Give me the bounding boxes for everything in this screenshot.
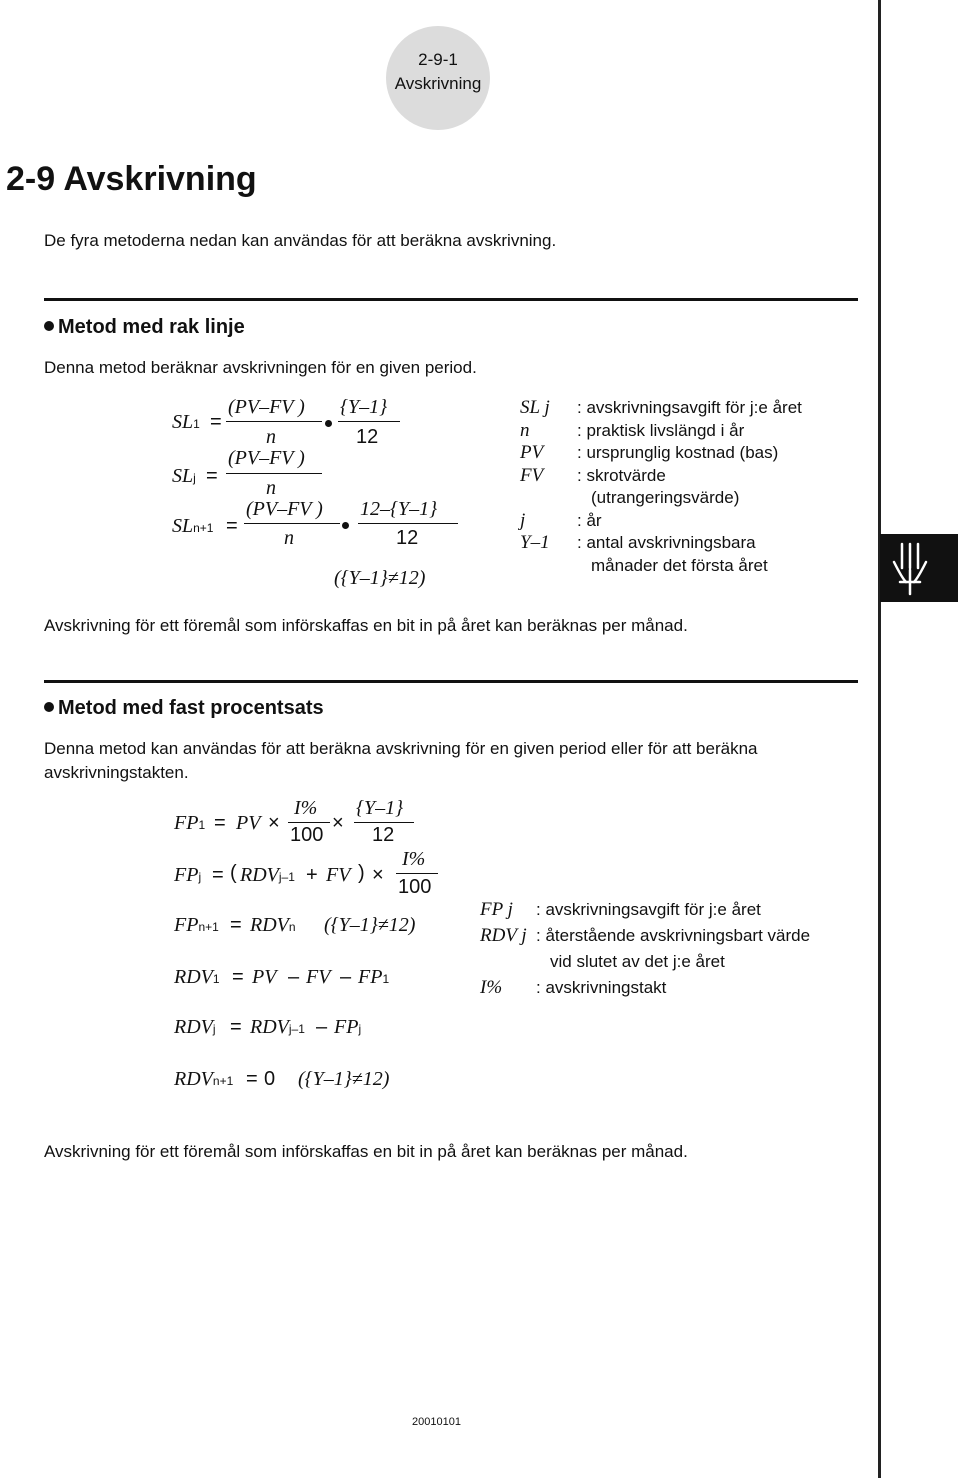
page-badge (386, 26, 490, 130)
equals-sign: = (226, 515, 238, 537)
fraction-bar (354, 822, 414, 823)
multiply-dot (342, 522, 349, 529)
formula-term: PV (236, 812, 261, 834)
definition-text: (utrangeringsvärde) (591, 488, 740, 507)
fraction-bar (226, 473, 322, 474)
formula-numerator: I% (294, 797, 318, 819)
equals-sign: = (214, 812, 226, 834)
intro-text: De fyra metoderna nedan kan användas för att beräkna avskrivning. (44, 231, 557, 250)
definition-text: vid slutet av det j:e året (550, 952, 725, 971)
formula-term: FPj (334, 1016, 362, 1038)
formula-denominator: n (284, 527, 294, 549)
formula-term: 0 (264, 1068, 276, 1090)
definition-text: månader det första året (591, 555, 768, 575)
fraction-bar (338, 421, 400, 422)
formula-symbol: FPn+1 (174, 914, 219, 936)
section-description: Denna metod beräknar avskrivningen för en given period. (44, 358, 477, 377)
definition-text: : praktisk livslängd i år (577, 420, 745, 440)
formula-term: FV (326, 864, 351, 886)
definition-symbol: PV (520, 442, 544, 463)
formula-condition: ({Y–1}≠12) (298, 1068, 390, 1090)
formula-term: FP1 (358, 966, 390, 988)
fraction-bar (288, 822, 330, 823)
equals-sign: = (230, 914, 242, 936)
formula-symbol: RDV1 (174, 966, 220, 988)
fraction-bar (244, 523, 340, 524)
formula-term: PV (252, 966, 277, 988)
definition-text: : antal avskrivningsbara (577, 533, 756, 552)
page-title: Avskrivning (394, 74, 482, 93)
formula-numerator: {Y–1} (356, 797, 404, 819)
definition-text: : avskrivningsavgift för j:e året (536, 900, 761, 919)
definition-text: : skrotvärde (577, 465, 666, 485)
definition-symbol: Y–1 (520, 532, 550, 553)
bullet-icon (44, 321, 54, 331)
section-description: Denna metod kan användas för att beräkna avskrivning för en given period eller för att beräkna avskrivningstakten. (44, 739, 758, 782)
definition-symbol: FV (520, 464, 544, 486)
section-divider (44, 680, 858, 683)
right-margin-rule (878, 0, 881, 1478)
formula-numerator: (PV–FV ) (228, 396, 305, 418)
equals-sign: = (212, 864, 224, 886)
formula-condition: ({Y–1}≠12) (324, 914, 416, 936)
formula-term: RDVj–1 (250, 1016, 305, 1038)
definition-symbol: I% (480, 977, 503, 998)
chapter-tab-marker (880, 534, 958, 602)
footer-code: 20010101 (412, 1416, 461, 1428)
formula-numerator: I% (402, 848, 426, 870)
formula-numerator: 12–{Y–1} (360, 498, 438, 520)
paren: ) (358, 862, 365, 884)
definition-text: : återstående avskrivningsbart värde (536, 926, 811, 945)
financial-calc-icon (880, 534, 958, 602)
formula-denominator: 12 (396, 527, 419, 549)
definition-symbol: RDV j (480, 925, 527, 946)
paren: ( (230, 862, 237, 884)
definition-symbol: j (520, 509, 526, 531)
formula-denominator: n (266, 426, 276, 448)
definition-text: : år (577, 510, 602, 530)
equals-sign: = (246, 1068, 258, 1090)
chapter-title: 2-9 Avskrivning (6, 160, 257, 198)
formula-denominator: n (266, 477, 276, 499)
page-number: 2-9-1 (418, 50, 458, 69)
equals-sign: = (232, 966, 244, 988)
formula-term: RDVj–1 (240, 864, 295, 886)
section-note: Avskrivning för ett föremål som införskaffas en bit in på året kan beräknas per månad. (44, 616, 688, 635)
plus-sign: + (306, 864, 318, 886)
equals-sign: = (210, 411, 222, 433)
definition-text: : ursprunglig kostnad (bas) (577, 443, 779, 462)
minus-sign: – (288, 966, 300, 988)
bullet-icon (44, 702, 54, 712)
times-sign: × (332, 812, 344, 834)
formula-symbol: RDVn+1 (174, 1068, 234, 1090)
formula-term: RDVn (250, 914, 296, 936)
formula-symbol: SLj (172, 465, 196, 487)
formula-symbol: SLn+1 (172, 515, 214, 537)
equals-sign: = (206, 465, 218, 487)
fraction-bar (396, 873, 438, 874)
times-sign: × (268, 812, 280, 834)
definition-symbol: FP j (480, 899, 513, 920)
formula-condition: ({Y–1}≠12) (334, 567, 426, 589)
multiply-dot (325, 420, 332, 427)
formula-denominator: 100 (398, 876, 432, 898)
section-heading-straight-line: Metod med rak linje (44, 316, 245, 339)
fraction-bar (226, 421, 322, 422)
formula-symbol: SL1 (172, 411, 200, 433)
definition-symbol: SL j (520, 397, 550, 418)
formula-term: FV (306, 966, 331, 988)
minus-sign: – (316, 1016, 328, 1038)
formula-denominator: 12 (372, 824, 395, 846)
section-heading-fixed-percent: Metod med fast procentsats (44, 697, 324, 720)
formula-symbol: RDVj (174, 1016, 216, 1038)
formula-symbol: FPj (174, 864, 202, 886)
section-divider (44, 298, 858, 301)
minus-sign: – (340, 966, 352, 988)
fraction-bar (358, 523, 458, 524)
definition-text: : avskrivningsavgift för j:e året (577, 398, 802, 417)
formula-numerator: (PV–FV ) (246, 498, 323, 520)
formula-symbol: FP1 (174, 812, 206, 834)
section-note: Avskrivning för ett föremål som införskaffas en bit in på året kan beräknas per månad. (44, 1142, 688, 1161)
formula-denominator: 100 (290, 824, 324, 846)
definition-symbol: n (520, 419, 530, 441)
equals-sign: = (230, 1016, 242, 1038)
formula-numerator: (PV–FV ) (228, 447, 305, 469)
times-sign: × (372, 864, 384, 886)
formula-numerator: {Y–1} (340, 396, 388, 418)
formula-denominator: 12 (356, 426, 379, 448)
definition-text: : avskrivningstakt (536, 978, 667, 997)
